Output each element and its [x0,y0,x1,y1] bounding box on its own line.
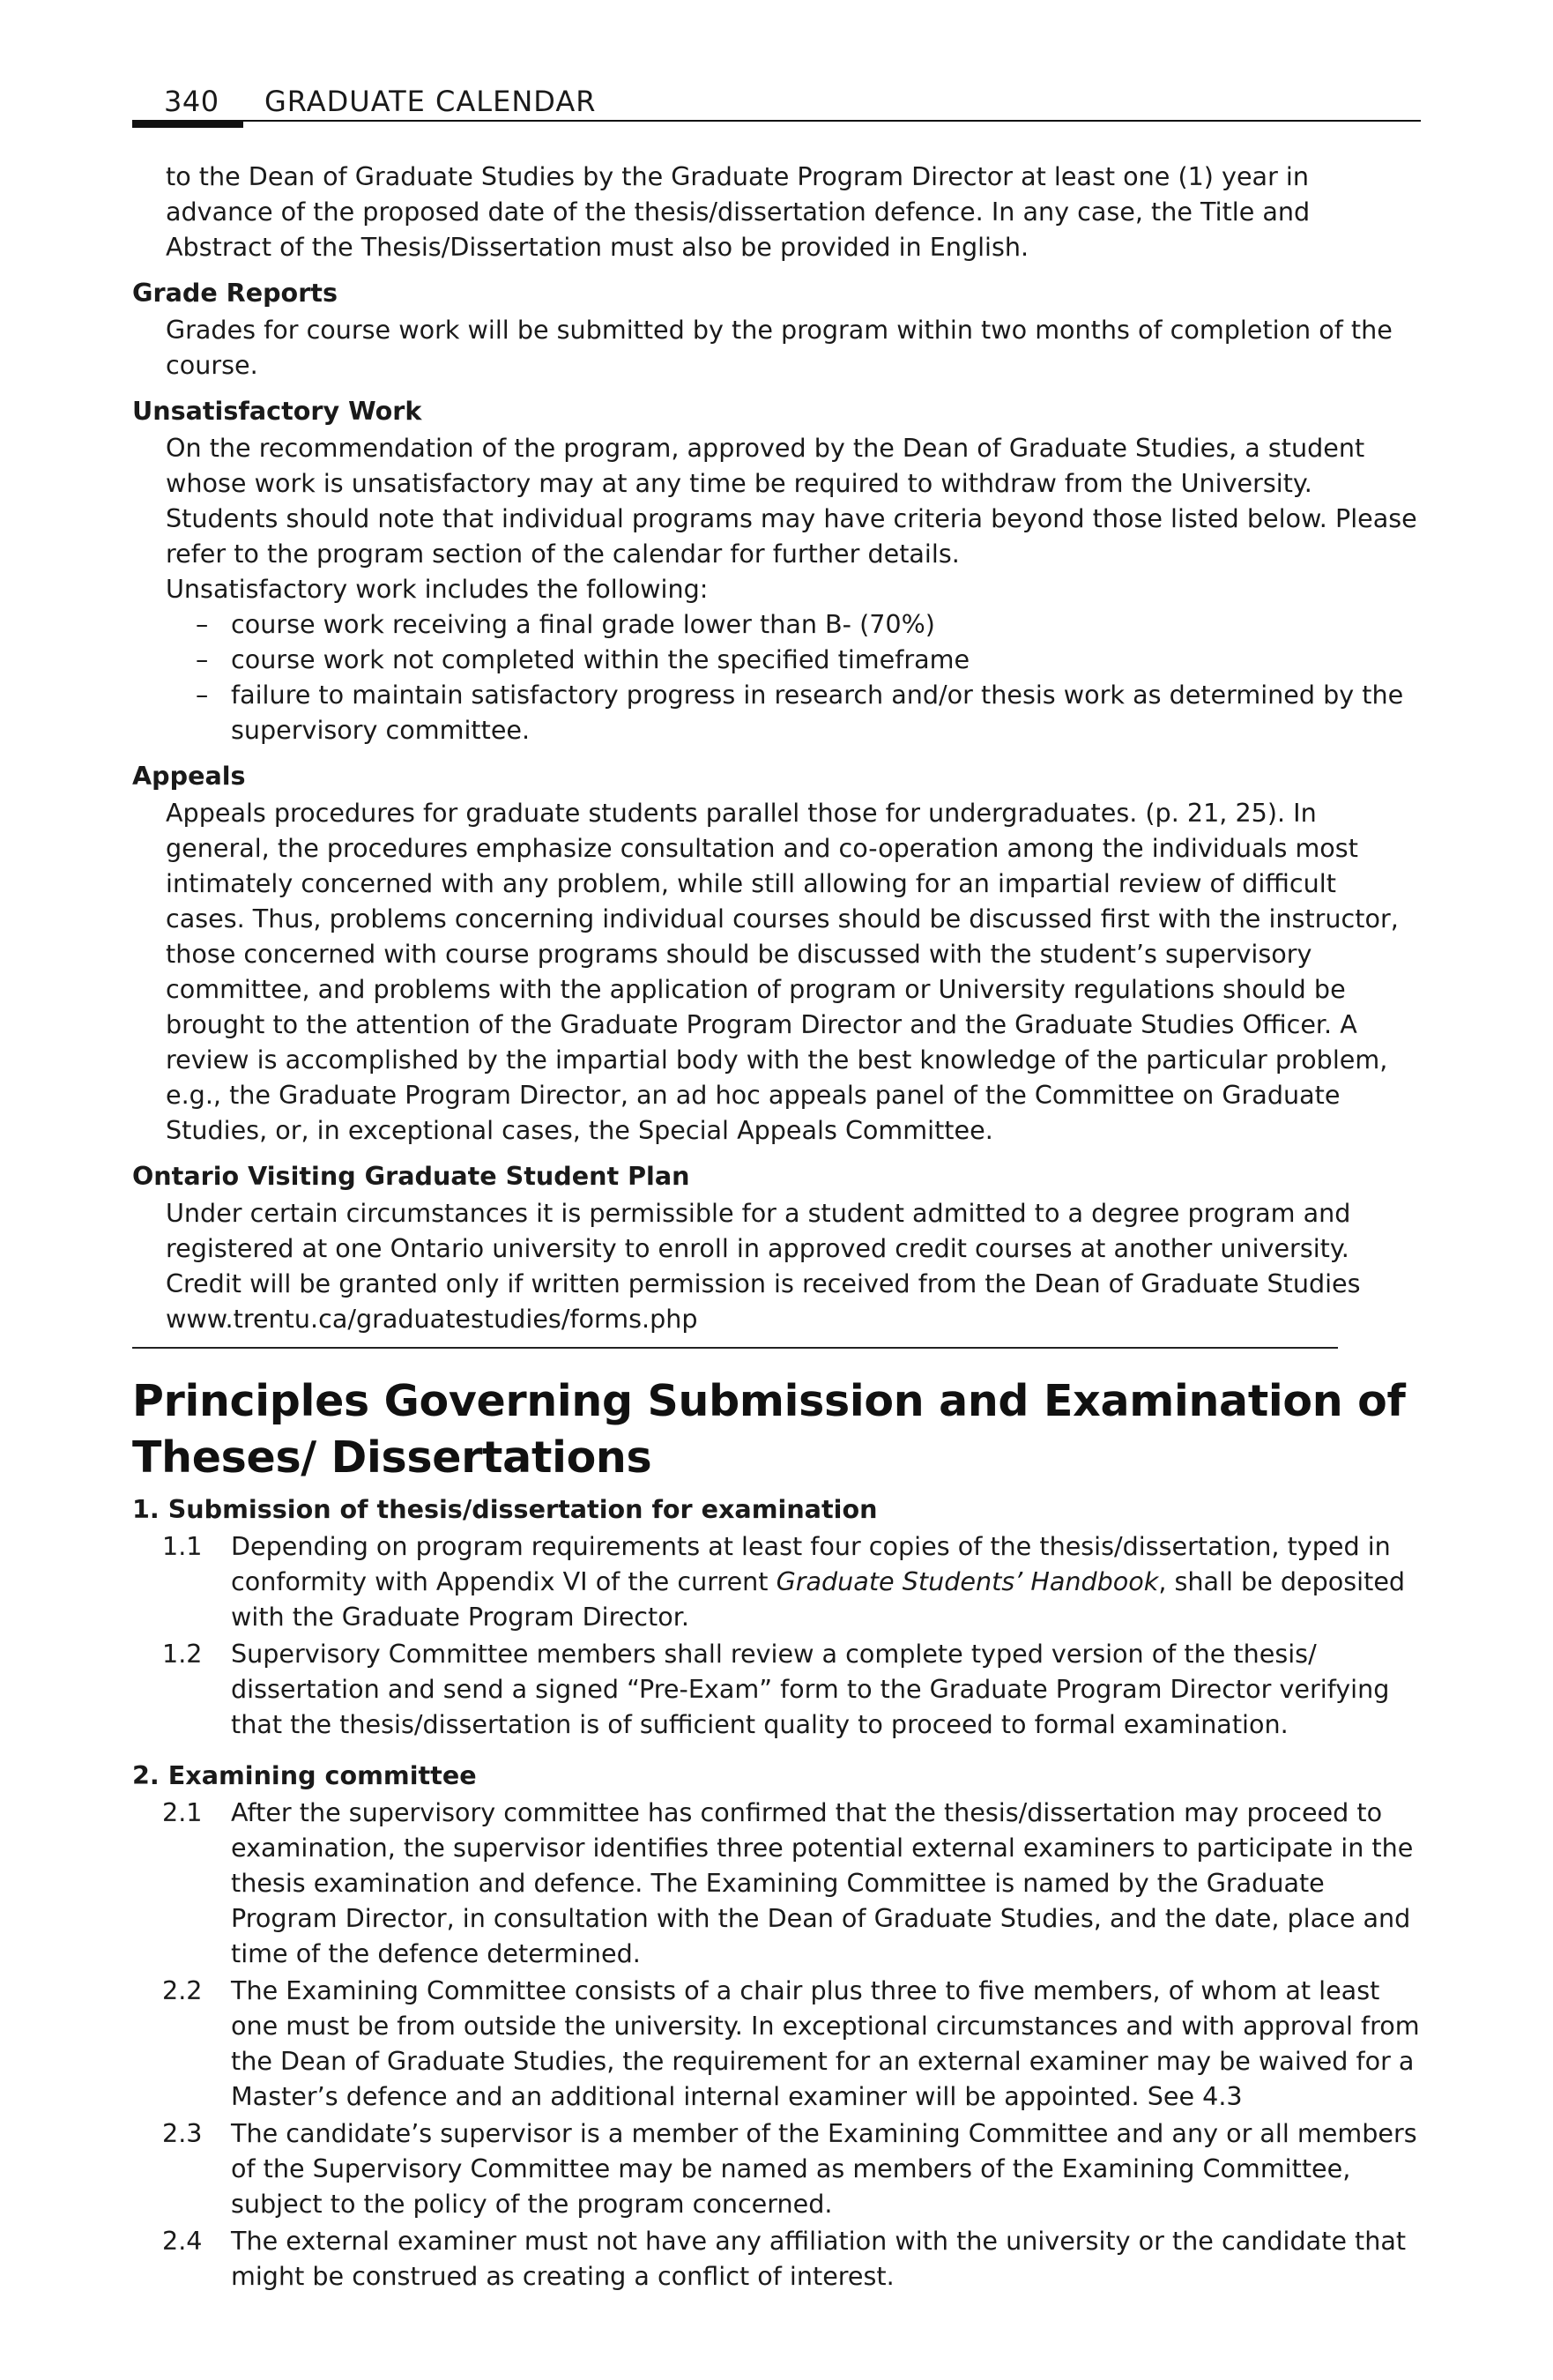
page-number: 340 [164,85,219,118]
spacer [132,1744,1421,1758]
section2-heading: 2. Examining committee [132,1760,477,1790]
list-item-text: course work receiving a final grade lower than B- (70%) [231,609,935,639]
item-number: 1.1 [162,1531,203,1561]
forms-link[interactable]: www.trentu.ca/graduatestudies/forms.php [166,1304,698,1334]
page-content [132,159,1421,2294]
unsatisfactory-list-intro: Unsatisfactory work includes the following: [166,574,709,604]
item-number: 1.2 [162,1639,203,1669]
numbered-item [132,1973,1421,2114]
principles-title: Principles Governing Submission and Examination of Theses/ Dissertations [132,1376,1406,1483]
item-text: The Examining Committee consists of a chair plus three to five members, of whom at least one must be from outside the university. In exceptional circumstances and with approval from the Dean of Graduate Studies, the requirement for an external examiner may be waived for a Master’s defence and an additional internal examiner will be appointed. See 4.3 [231,1975,1420,2111]
list-item [132,606,1421,642]
ontario-plan-heading: Ontario Visiting Graduate Student Plan [132,1161,690,1191]
item-text: The external examiner must not have any affiliation with the university or the candidate that might be construed as creating a conflict of interest. [231,2226,1407,2291]
item-number: 2.3 [162,2118,203,2148]
appeals-heading: Appeals [132,761,246,791]
numbered-item [132,2223,1421,2294]
dash-bullet: – [196,609,209,639]
dash-bullet: – [196,644,209,674]
ontario-plan-paragraph: Under certain circumstances it is permissible for a student admitted to a degree program and registered at one Ontario university to enroll in approved credit courses at another university. Credit will be granted only if written permission is received from the Dean of Graduate Studies [166,1198,1361,1298]
numbered-item [132,1528,1421,1634]
item-text: Supervisory Committee members shall review a complete typed version of the thesis/ dissertation and send a signed “Pre-Exam” form to the Graduate Program Director verifying that the thesis/dissertation is of sufficient quality to proceed to formal examination. [231,1639,1390,1739]
unsatisfactory-list [132,606,1421,747]
handbook-title: Graduate Students’ Handbook [776,1566,1159,1596]
header-title: GRADUATE CALENDAR [264,85,597,118]
item-text: The candidate’s supervisor is a member of the Examining Committee and any or all members of the Supervisory Committee may be named as members of the Examining Committee, subject to the policy of the program concerned. [231,2118,1417,2219]
list-item [132,642,1421,677]
numbered-item [132,1795,1421,1971]
dash-bullet: – [196,680,209,710]
item-text: After the supervisory committee has confirmed that the thesis/dissertation may proceed to examination, the supervisor identifies three potential external examiners to participate in the thesis examination and defence. The Examining Committee is named by the Graduate Program Director, in consultation with the Dean of Graduate Studies, and the date, place and time of the defence determined. [231,1797,1414,1968]
numbered-item [132,1636,1421,1742]
document-page [132,81,1421,2295]
grade-reports-heading: Grade Reports [132,278,338,308]
item-number: 2.4 [162,2226,203,2256]
item-text-after: , shall be deposited with the Graduate Program Director. [231,1566,1406,1632]
header-rule [132,120,1421,122]
item-number: 2.1 [162,1797,203,1827]
list-item-text: course work not completed within the specified timeframe [231,644,970,674]
numbered-item [132,2116,1421,2221]
intro-paragraph: to the Dean of Graduate Studies by the Graduate Program Director at least one (1) year in advance of the proposed date of the thesis/dissertation defence. In any case, the Title and Abstract of the Thesis/Dissertation must also be provided in English. [166,161,1311,262]
item-number: 2.2 [162,1975,203,2005]
section1-heading: 1. Submission of thesis/dissertation for examination [132,1494,878,1524]
unsatisfactory-work-paragraph: On the recommendation of the program, approved by the Dean of Graduate Studies, a student whose work is unsatisfactory may at any time be required to withdraw from the University. Students should note that individual programs may have criteria beyond those listed below. Please refer to the program section of the calendar for further details. [166,433,1417,569]
section-divider [132,1347,1338,1349]
list-item-text: failure to maintain satisfactory progress in research and/or thesis work as determined by the supervisory committee. [231,680,1404,745]
appeals-paragraph: Appeals procedures for graduate students parallel those for undergraduates. (p. 21, 25). In general, the procedures emphasize consultation and co-operation among the individuals most intimately concerned with any problem, while still allowing for an impartial review of difficult cases. Thus, problems concerning individual courses should be discussed first with the instructor, those concerned with course programs should be discussed with the student’s supervisory committee, and problems with the application of program or University regulations should be brought to the attention of the Graduate Program Director and the Graduate Studies Officer. A review is accomplished by the impartial body with the best knowledge of the particular problem, e.g., the Graduate Program Director, an ad hoc appeals panel of the Committee on Graduate Studies, or, in exceptional cases, the Special Appeals Committee. [166,798,1399,1145]
unsatisfactory-work-heading: Unsatisfactory Work [132,396,422,426]
running-header [132,81,1421,123]
list-item [132,677,1421,747]
grade-reports-paragraph: Grades for course work will be submitted by the program within two months of completion of the course. [166,315,1393,380]
item-text-before: Depending on program requirements at least four copies of the thesis/dissertation, typed in conformity with Appendix VI of the current [231,1531,1391,1596]
header-tab-bar [132,120,243,128]
